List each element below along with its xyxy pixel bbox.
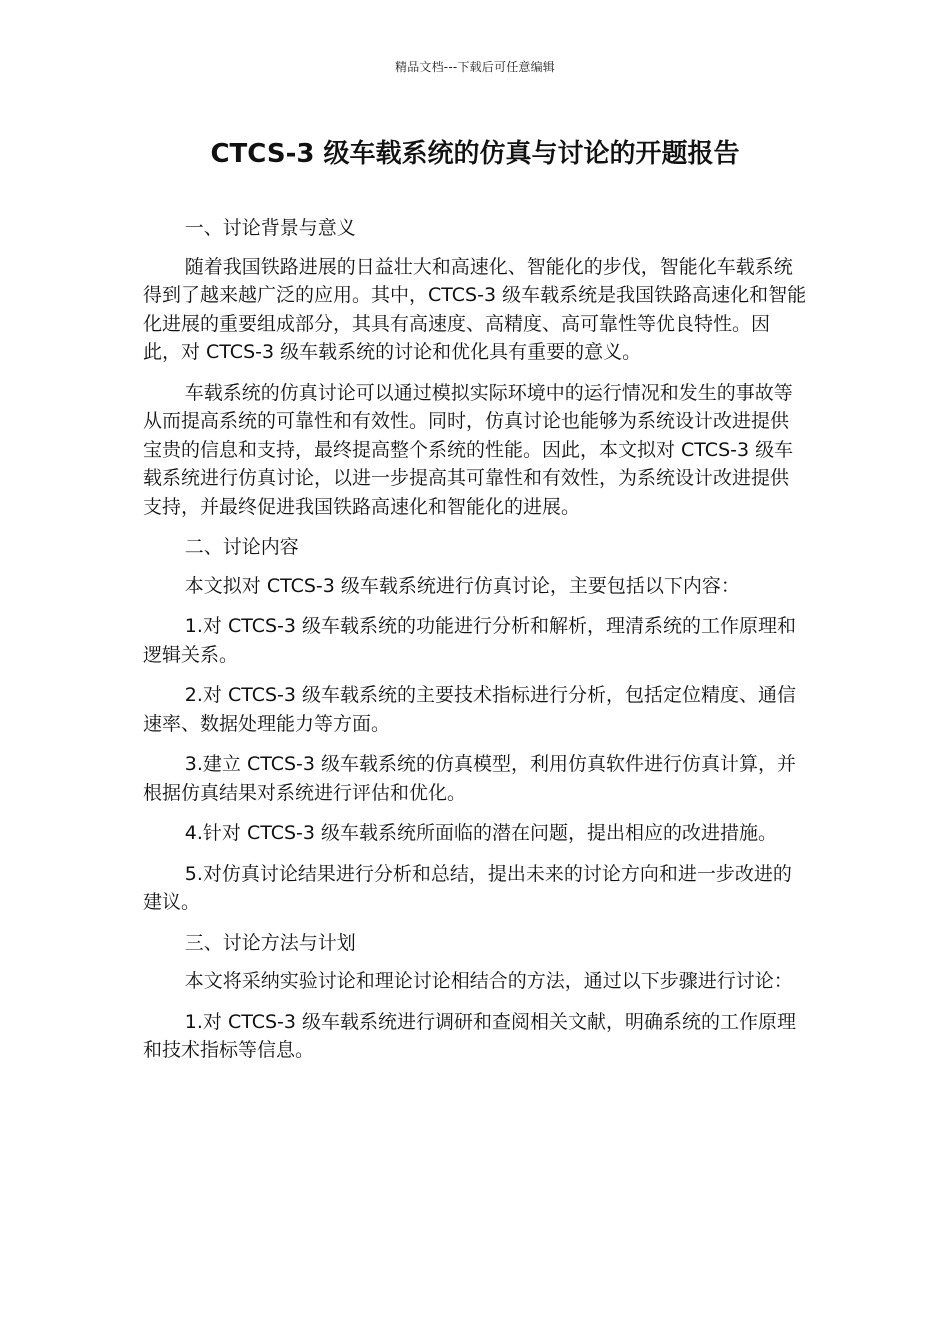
paragraph-method-intro: 本文将采纳实验讨论和理论讨论相结合的方法，通过以下步骤进行讨论： xyxy=(184,970,793,992)
list-item-content-2: 2.对 CTCS-3 级车载系统的主要技术指标进行分析，包括定位精度、通信速率、数据处理能力等方面。 xyxy=(143,684,797,735)
document-body xyxy=(143,214,807,1077)
section-heading-background: 一、讨论背景与意义 xyxy=(184,217,356,239)
document-title: CTCS-3 级车载系统的仿真与讨论的开题报告 xyxy=(210,139,740,169)
section-heading-content: 二、讨论内容 xyxy=(184,536,299,558)
list-item-content-1: 1.对 CTCS-3 级车载系统的功能进行分析和解析，理清系统的工作原理和逻辑关系。 xyxy=(143,615,797,666)
list-item-content-5: 5.对仿真讨论结果进行分析和总结，提出未来的讨论方向和进一步改进的建议。 xyxy=(143,862,792,913)
paragraph-content-intro: 本文拟对 CTCS-3 级车载系统进行仿真讨论，主要包括以下内容： xyxy=(184,574,740,597)
list-item-method-1: 1.对 CTCS-3 级车载系统进行调研和查阅相关文献，明确系统的工作原理和技术指标等信息。 xyxy=(143,1010,797,1061)
section-heading-method: 三、讨论方法与计划 xyxy=(184,931,356,954)
paragraph-background-1: 随着我国铁路进展的日益壮大和高速化、智能化的步伐，智能化车载系统得到了越来越广泛的应用。其中，CTCS-3 级车载系统是我国铁路高速化和智能化进展的重要组成部分，其具有高速度、高精度、高可靠性等优良特性。因此，对 CTCS-3 级车载系统的讨论和优化具有重要的意义。 xyxy=(143,255,807,363)
list-item-content-4: 4.针对 CTCS-3 级车载系统所面临的潜在问题，提出相应的改进措施。 xyxy=(184,822,778,844)
paragraph-background-2: 车载系统的仿真讨论可以通过模拟实际环境中的运行情况和发生的事故等从而提高系统的可靠性和有效性。同时，仿真讨论也能够为系统设计改进提供宝贵的信息和支持，最终提高整个系统的性能。因此，本文拟对 CTCS-3 级车载系统进行仿真讨论，以进一步提高其可靠性和有效性，为系统设计改进提供支持，并最终促进我国铁路高速化和智能化的进展。 xyxy=(143,381,794,518)
header-note: 精品文档---下载后可任意编辑 xyxy=(395,60,555,74)
list-item-content-3: 3.建立 CTCS-3 级车载系统的仿真模型，利用仿真软件进行仿真计算，并根据仿真结果对系统进行评估和优化。 xyxy=(143,753,797,804)
